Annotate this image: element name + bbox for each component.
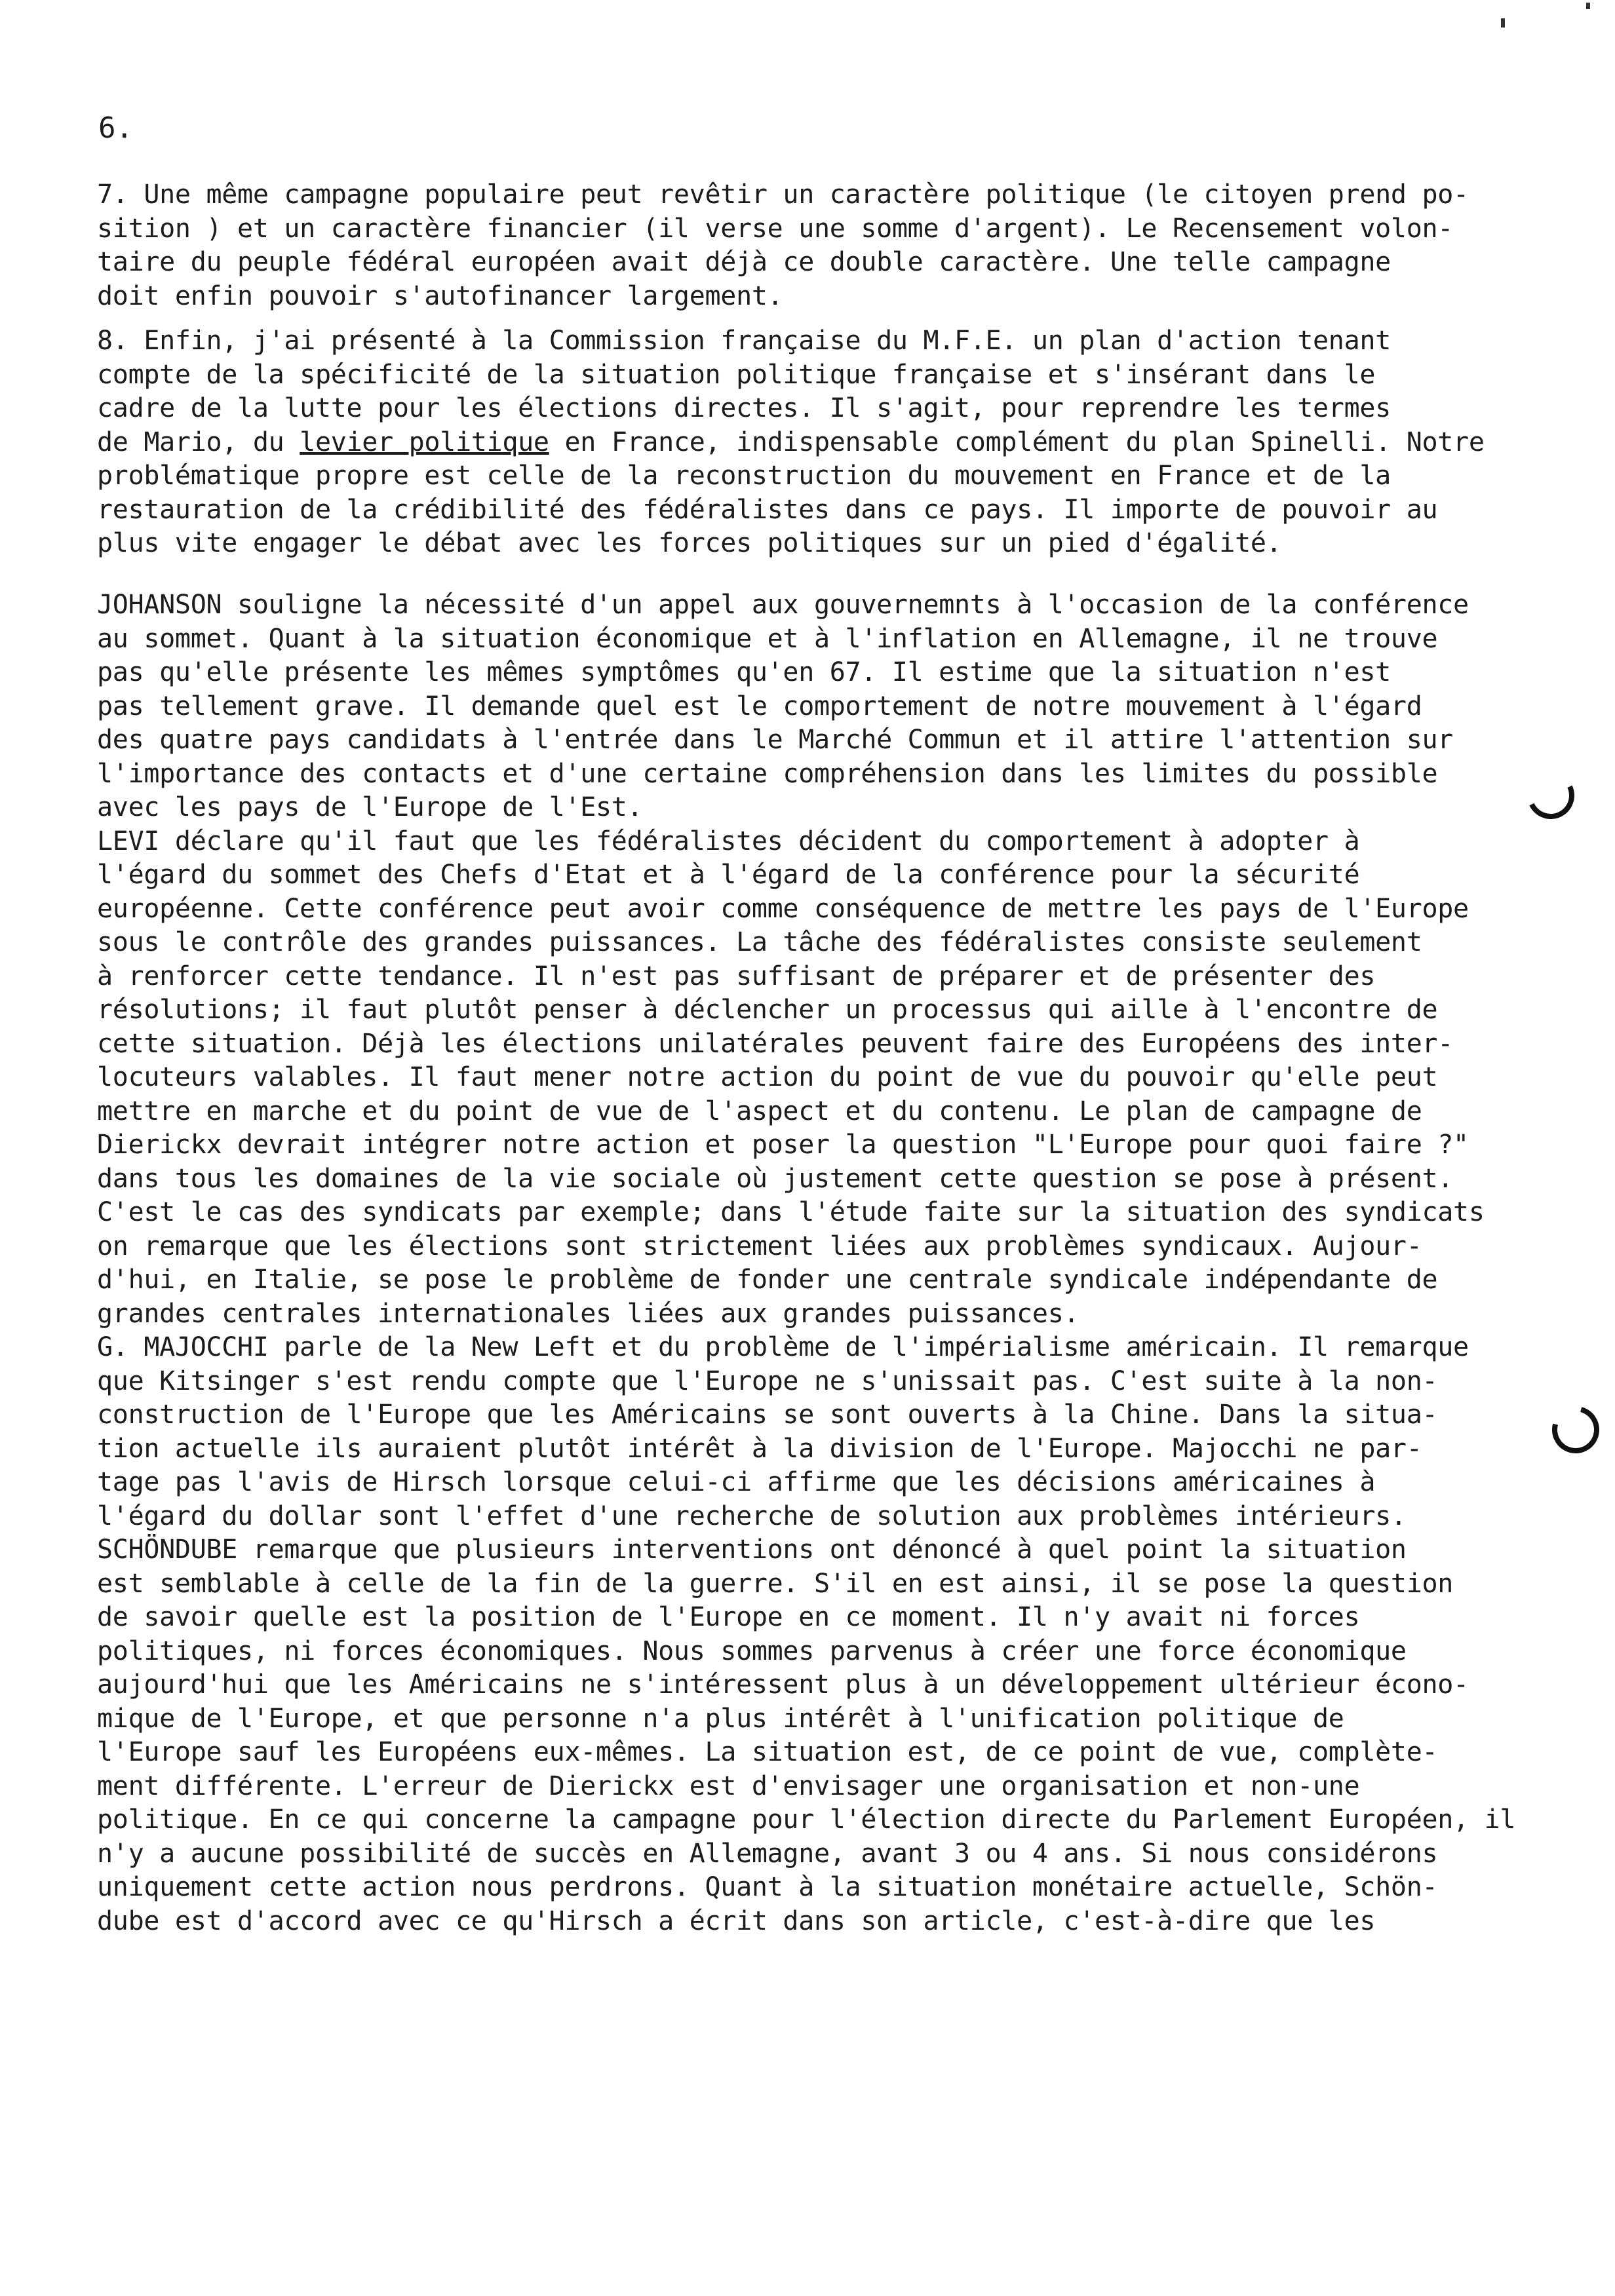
text-line: ment différente. L'erreur de Dierickx est d'envisager une organisation et non-une [97, 1770, 1360, 1801]
text-line: taire du peuple fédéral européen avait déjà ce double caractère. Une telle campagne [97, 247, 1391, 277]
text-line: LEVI déclare qu'il faut que les fédéralistes décident du comportement à adopter à [97, 826, 1360, 856]
text-line: C'est le cas des syndicats par exemple; dans l'étude faite sur la situation des syndicats [97, 1197, 1485, 1227]
text-line: au sommet. Quant à la situation économique et à l'inflation en Allemagne, il ne trouve [97, 623, 1438, 654]
text-line: que Kitsinger s'est rendu compte que l'Europe ne s'unissait pas. C'est suite à la non- [97, 1366, 1438, 1396]
text-line: compte de la spécificité de la situation politique française et s'insérant dans le [97, 359, 1376, 390]
page-number: 6. [98, 111, 133, 145]
underlined-term: levier politique [300, 427, 549, 457]
text-line: résolutions; il faut plutôt penser à déclencher un processus qui aille à l'encontre de [97, 995, 1438, 1025]
text-line: doit enfin pouvoir s'autofinancer largement. [97, 280, 783, 311]
text-line: locuteurs valables. Il faut mener notre action du point de vue du pouvoir qu'elle peut [97, 1062, 1438, 1092]
text-line: l'Europe sauf les Européens eux-mêmes. La situation est, de ce point de vue, complète- [97, 1737, 1438, 1767]
text-line: mique de l'Europe, et que personne n'a plus intérêt à l'unification politique de [97, 1703, 1344, 1734]
text-line: cette situation. Déjà les élections unilatérales peuvent faire des Européens des inter- [97, 1028, 1454, 1059]
text-line: politiques, ni forces économiques. Nous sommes parvenus à créer une force économique [97, 1636, 1407, 1666]
text-line: problématique propre est celle de la reconstruction du mouvement en France et de la [97, 461, 1391, 491]
scan-speck [1586, 3, 1590, 9]
text-line: d'hui, en Italie, se pose le problème de fonder une centrale syndicale indépendante de [97, 1265, 1438, 1295]
text-line: des quatre pays candidats à l'entrée dans le Marché Commun et il attire l'attention sur [97, 725, 1454, 755]
text-line: G. MAJOCCHI parle de la New Left et du problème de l'impérialisme américain. Il remarque [97, 1332, 1469, 1362]
text-line: européenne. Cette conférence peut avoir comme conséquence de mettre les pays de l'Europe [97, 893, 1469, 924]
text-line: de savoir quelle est la position de l'Europe en ce moment. Il n'y avait ni forces [97, 1602, 1360, 1632]
text-line: uniquement cette action nous perdrons. Quant à la situation monétaire actuelle, Schön- [97, 1872, 1438, 1902]
text-line: dans tous les domaines de la vie sociale où justement cette question se pose à présent. [97, 1163, 1454, 1194]
text-line: SCHÖNDUBE remarque que plusieurs interventions ont dénoncé à quel point la situation [97, 1535, 1407, 1565]
text-line: dube est d'accord avec ce qu'Hirsch a écrit dans son article, c'est-à-dire que les [97, 1905, 1376, 1936]
text-line: aujourd'hui que les Américains ne s'intéressent plus à un développement ultérieur écono- [97, 1670, 1469, 1700]
text-line: l'importance des contacts et d'une certaine compréhension dans les limites du possible [97, 758, 1438, 789]
text-line: plus vite engager le débat avec les forces politiques sur un pied d'égalité. [97, 528, 1282, 558]
text-line: l'égard du dollar sont l'effet d'une recherche de solution aux problèmes intérieurs. [97, 1501, 1407, 1531]
text-line: mettre en marche et du point de vue de l'aspect et du contenu. Le plan de campagne de [97, 1096, 1422, 1126]
discussion-minutes [97, 588, 1539, 1938]
text-line: sous le contrôle des grandes puissances. La tâche des fédéralistes consiste seulement [97, 927, 1422, 957]
text-line: 8. Enfin, j'ai présenté à la Commission française du M.F.E. un plan d'action tenant [97, 326, 1391, 356]
text-line: avec les pays de l'Europe de l'Est. [97, 792, 643, 822]
text-line: tage pas l'avis de Hirsch lorsque celui-ci affirme que les décisions américaines à [97, 1467, 1376, 1497]
text-line: n'y a aucune possibilité de succès en Allemagne, avant 3 ou 4 ans. Si nous considérons [97, 1838, 1438, 1869]
text-line: 7. Une même campagne populaire peut revêtir un caractère politique (le citoyen prend po- [97, 180, 1469, 210]
paragraph-8 [97, 324, 1539, 561]
text-line [97, 426, 1539, 460]
text-line: Dierickx devrait intégrer notre action et poser la question "L'Europe pour quoi faire ?" [97, 1130, 1469, 1160]
text-line: on remarque que les élections sont strictement liées aux problèmes syndicaux. Aujour- [97, 1231, 1422, 1261]
text-line: est semblable à celle de la fin de la guerre. S'il en est ainsi, il se pose la question [97, 1568, 1454, 1599]
text-line: pas tellement grave. Il demande quel est le comportement de notre mouvement à l'égard [97, 691, 1422, 721]
text-line: restauration de la crédibilité des fédéralistes dans ce pays. Il importe de pouvoir au [97, 494, 1438, 525]
text-line: sition ) et un caractère financier (il verse une somme d'argent). Le Recensement volon- [97, 213, 1454, 244]
punch-hole-mark-bottom [1544, 1398, 1608, 1462]
text-line: politique. En ce qui concerne la campagne pour l'élection directe du Parlement Européen, il [97, 1805, 1516, 1835]
text-fragment: de Mario, du [97, 427, 300, 457]
scan-speck [1501, 18, 1505, 28]
text-fragment: en France, indispensable complément du plan Spinelli. Notre [549, 427, 1485, 457]
text-line: l'égard du sommet des Chefs d'Etat et à l'égard de la conférence pour la sécurité [97, 860, 1360, 890]
text-line: grandes centrales internationales liées aux grandes puissances. [97, 1298, 1080, 1329]
text-line: à renforcer cette tendance. Il n'est pas suffisant de préparer et de présenter des [97, 961, 1376, 991]
text-line: pas qu'elle présente les mêmes symptômes qu'en 67. Il estime que la situation n'est [97, 657, 1391, 687]
text-line: construction de l'Europe que les Américains se sont ouverts à la Chine. Dans la situa- [97, 1400, 1438, 1430]
text-line: tion actuelle ils auraient plutôt intérêt à la division de l'Europe. Majocchi ne par- [97, 1433, 1422, 1464]
text-line: JOHANSON souligne la nécessité d'un appel aux gouvernemnts à l'occasion de la conférence [97, 590, 1469, 620]
paragraph-7 [97, 178, 1539, 313]
text-line: cadre de la lutte pour les élections directes. Il s'agit, pour reprendre les termes [97, 393, 1391, 423]
